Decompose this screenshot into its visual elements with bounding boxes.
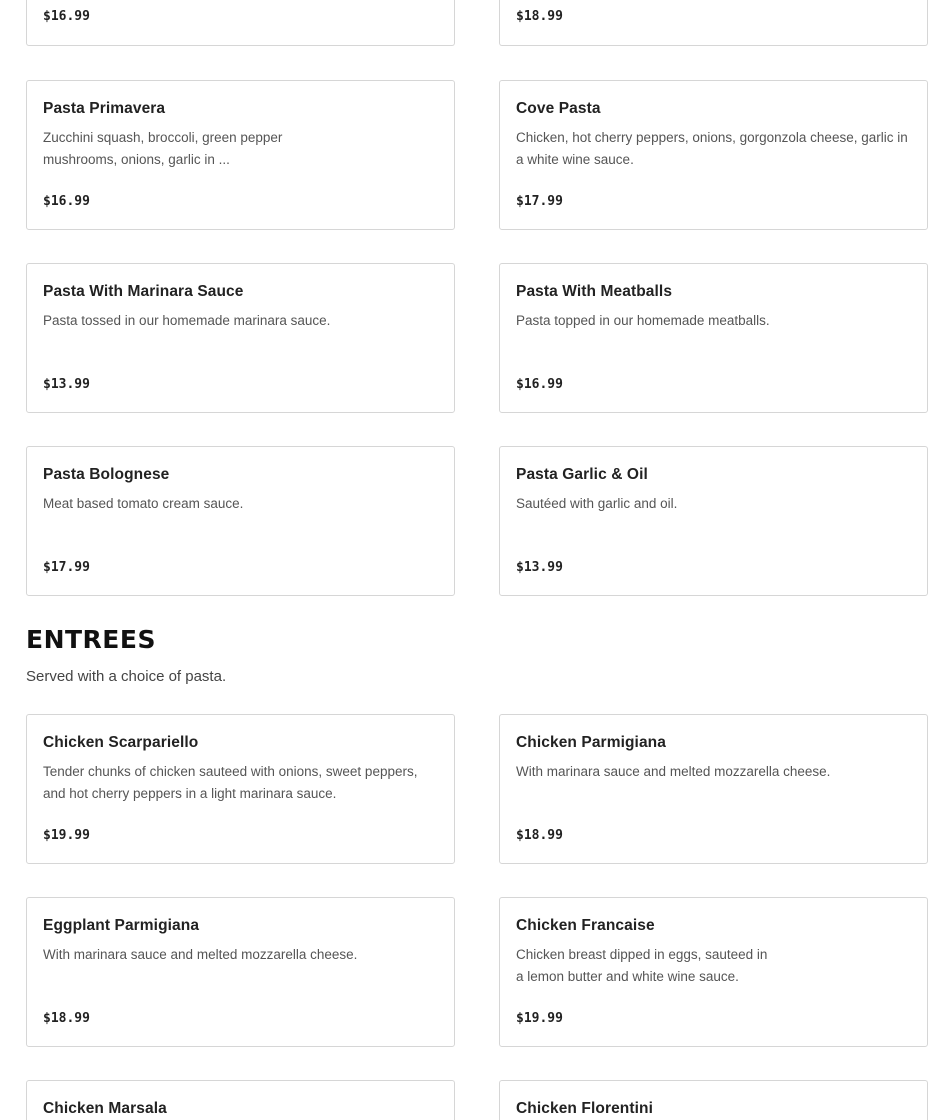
item-description: Zucchini squash, broccoli, green pepper mushrooms, onions, garlic in ... (43, 130, 283, 167)
item-price: $18.99 (43, 1011, 90, 1026)
menu-item-card[interactable] (499, 446, 928, 596)
menu-item-card[interactable] (499, 263, 928, 413)
item-description: Chicken breast dipped in eggs, sauteed in a lemon butter and white wine sauce. (516, 947, 768, 984)
item-price: $16.99 (43, 194, 90, 209)
item-name: Pasta With Marinara Sauce (43, 283, 244, 300)
item-description: Sautéed with garlic and oil. (516, 496, 678, 511)
item-name: Eggplant Parmigiana (43, 917, 200, 934)
item-name: Pasta Bolognese (43, 466, 170, 483)
menu-item-card[interactable] (499, 0, 928, 46)
menu-item-card[interactable] (499, 1080, 928, 1120)
menu-item-card[interactable] (26, 714, 455, 864)
item-description: Meat based tomato cream sauce. (43, 496, 244, 511)
menu-item-card[interactable] (26, 446, 455, 596)
item-description: With marinara sauce and melted mozzarella cheese. (516, 764, 831, 779)
item-name: Pasta Garlic & Oil (516, 466, 648, 483)
item-name: Chicken Francaise (516, 917, 655, 934)
item-name: Cove Pasta (516, 100, 601, 117)
menu-item-card[interactable] (26, 897, 455, 1047)
item-name: Chicken Scarpariello (43, 734, 199, 751)
item-price: $13.99 (516, 560, 563, 575)
menu-item-card[interactable] (26, 0, 455, 46)
item-price: $16.99 (516, 377, 563, 392)
section-subtitle: Served with a choice of pasta. (26, 668, 227, 685)
menu-item-card[interactable] (26, 80, 455, 230)
item-price: $16.99 (43, 9, 90, 24)
item-name: Chicken Parmigiana (516, 734, 666, 751)
item-description: Pasta topped in our homemade meatballs. (516, 313, 770, 328)
entrees-grid (26, 714, 928, 1120)
item-price: $18.99 (516, 828, 563, 843)
item-name: Pasta Primavera (43, 100, 166, 117)
pasta-top-grid (26, 0, 928, 46)
menu-item-card[interactable] (499, 714, 928, 864)
item-description: Chicken, hot cherry peppers, onions, gorgonzola cheese, garlic in a white wine sauce. (516, 130, 908, 167)
menu-item-card[interactable] (26, 1080, 455, 1120)
item-description: Pasta tossed in our homemade marinara sauce. (43, 313, 331, 328)
item-description: With marinara sauce and melted mozzarella cheese. (43, 947, 358, 962)
section-title: ENTREES (26, 625, 156, 654)
item-description: Tender chunks of chicken sauteed with onions, sweet peppers, and hot cherry peppers in a light marinara sauce. (43, 764, 418, 801)
item-name: Chicken Marsala (43, 1100, 167, 1117)
item-name: Pasta With Meatballs (516, 283, 673, 300)
item-price: $17.99 (516, 194, 563, 209)
item-name: Chicken Florentini (516, 1100, 654, 1117)
item-price: $19.99 (516, 1011, 563, 1026)
item-price: $18.99 (516, 9, 563, 24)
item-price: $19.99 (43, 828, 90, 843)
menu-item-card[interactable] (26, 263, 455, 413)
menu-item-card[interactable] (499, 80, 928, 230)
menu-item-card[interactable] (499, 897, 928, 1047)
item-price: $13.99 (43, 377, 90, 392)
pasta-grid (26, 80, 928, 596)
item-price: $17.99 (43, 560, 90, 575)
